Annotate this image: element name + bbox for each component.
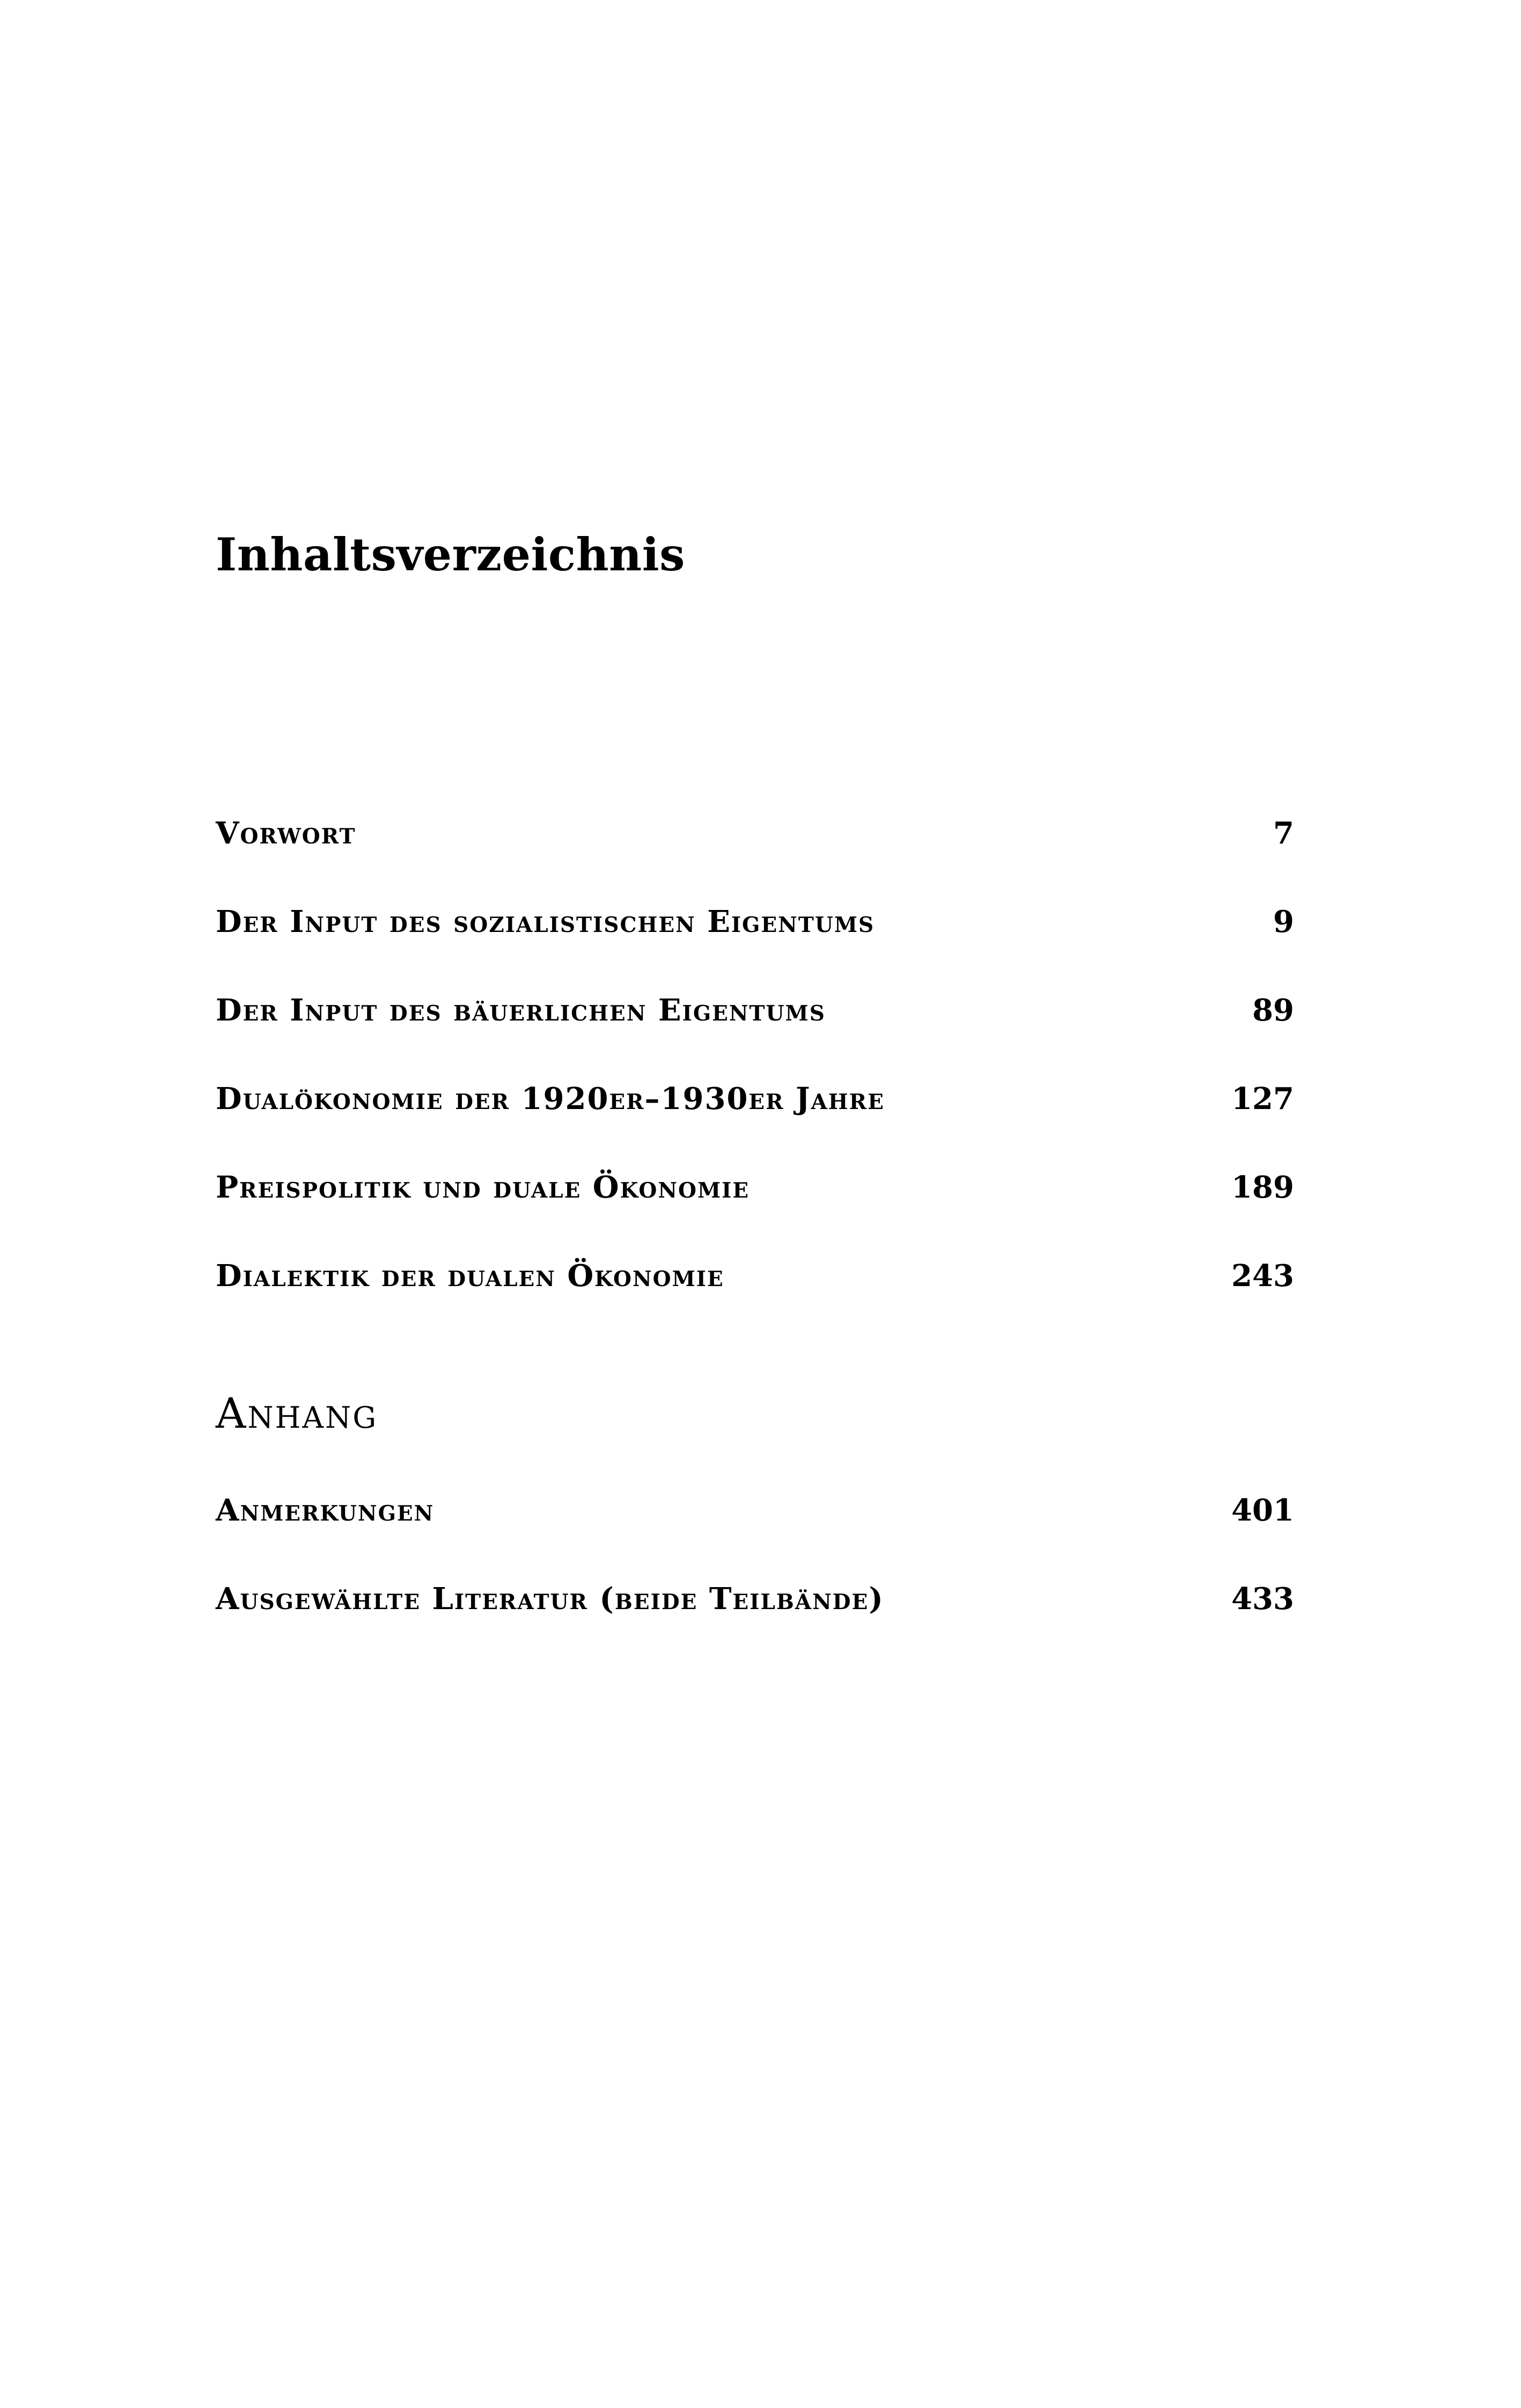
toc-entry-label: Der Input des sozialistischen Eigentums <box>216 904 875 939</box>
toc-entry-sozialistisches-eigentum <box>216 904 1294 995</box>
appendix-heading: Anhang <box>216 1390 378 1438</box>
toc-entry-page-number: 401 <box>1231 1493 1294 1528</box>
toc-entry-dialektik <box>216 1258 1294 1349</box>
toc-entry-page-number: 7 <box>1273 816 1294 851</box>
toc-main-list <box>216 818 1294 1349</box>
toc-entry-label: Vorwort <box>216 816 356 851</box>
toc-entry-label: Preispolitik und duale Ökonomie <box>216 1170 750 1205</box>
toc-entry-label: Ausgewählte Literatur (beide Teilbände) <box>216 1581 884 1617</box>
toc-entry-label: Dialektik der dualen Ökonomie <box>216 1258 724 1294</box>
toc-entry-vorwort <box>216 818 1294 907</box>
page-title: Inhaltsverzeichnis <box>216 528 685 581</box>
toc-entry-dualoekonomie <box>216 1081 1294 1172</box>
toc-entry-label: Dualökonomie der 1920er–1930er Jahre <box>216 1081 885 1117</box>
toc-entry-page-number: 127 <box>1231 1081 1294 1117</box>
toc-entry-literatur <box>216 1581 1294 1672</box>
toc-entry-baeuerliches-eigentum <box>216 995 1294 1084</box>
toc-entry-page-number: 9 <box>1273 904 1294 939</box>
toc-entry-page-number: 89 <box>1252 993 1294 1028</box>
toc-entry-anmerkungen <box>216 1495 1294 1584</box>
toc-appendix-list <box>216 1495 1294 1672</box>
toc-entry-label: Anmerkungen <box>216 1493 435 1528</box>
toc-entry-page-number: 433 <box>1231 1581 1294 1617</box>
toc-entry-page-number: 243 <box>1231 1258 1294 1294</box>
toc-entry-page-number: 189 <box>1231 1170 1294 1205</box>
toc-entry-preispolitik <box>216 1172 1294 1261</box>
toc-entry-label: Der Input des bäuerlichen Eigentums <box>216 993 826 1028</box>
